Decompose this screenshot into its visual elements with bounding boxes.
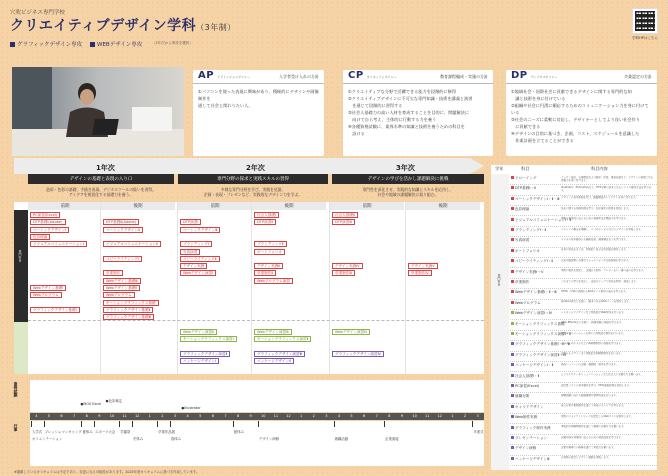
semester-header: 後期	[406, 202, 481, 210]
cal-month: 7	[73, 414, 76, 418]
cal-month: 7	[224, 414, 227, 418]
subject-name: グラフィックデザイン基礎Ⅰ・Ⅱ・Ⅲ	[511, 342, 559, 347]
subject-desc: ビジネスマナーやコミュニケーションなど社会人に必要な力を養います。	[561, 373, 644, 377]
bullet-icon	[511, 301, 514, 304]
bullet-icon	[511, 186, 514, 189]
subject-box: ベーシックデザインⅢ	[180, 227, 220, 233]
cal-event: 入学式	[32, 430, 43, 434]
cal-tick	[44, 421, 45, 427]
bullet-icon	[511, 280, 514, 283]
semester-header: 前期	[330, 202, 405, 210]
subject-desc: 実際のクライアントワークを想定したWebサイトを制作します。	[561, 414, 634, 418]
bullet-icon	[511, 197, 514, 200]
subject-desc: デッサン技術、立体構成および描写、作図、視覚伝達など、デザインの基礎となる表現力を身に付けます。	[561, 175, 654, 182]
cal-month: 6	[363, 414, 366, 418]
subject-desc: 情報を視覚的に伝えるための表現手法や構成力を学びます。	[561, 217, 629, 221]
subject-name: 色彩理論	[511, 207, 559, 212]
cal-month: 3	[173, 414, 177, 418]
semester-divider	[405, 202, 406, 374]
cal-month: 8	[85, 414, 88, 418]
cal-tick	[157, 421, 158, 427]
title-main: クリエイティブデザイン学科	[10, 18, 197, 34]
phase-desc-3: 専門性を深化させ、実践的な知識とスキルを応用し、 社会や地域の課題解決に取り組む。	[362, 187, 454, 197]
subject-row	[491, 269, 657, 279]
subject-row	[491, 310, 657, 320]
page-title	[10, 15, 236, 35]
subject-box: デザイン実務Ⅱ	[254, 263, 283, 269]
cal-month: 1	[299, 414, 303, 418]
cal-event: フレッシュマンキャンプ	[44, 430, 82, 434]
square-icon	[10, 42, 15, 47]
phase-desc-2: 多様な専門分野を学び、実践を見据、 企画・表現・プレゼンなど、実践的なデザイン力を学ぶ。	[203, 187, 303, 197]
subject-row	[491, 237, 657, 247]
subject-name: ブランディングⅠ・Ⅱ	[511, 228, 559, 233]
subject-box: 卒業制作Ⅱ	[254, 270, 276, 276]
subject-row	[491, 175, 657, 185]
subject-name: ビジュアルコミュニケーションⅠ・Ⅱ	[511, 218, 559, 223]
bullet-icon	[511, 311, 514, 314]
subject-box: 卒業制作Ⅲ	[332, 270, 355, 276]
grid-separator	[28, 320, 484, 321]
bullet-icon	[511, 249, 514, 252]
policy-dp: DP ディプロマポリシー 卒業認定の方針 ①地域社会・国際社会に貢献できるデザインに関する専門的な知 識と技術を身に付けている ②組織や社会に円滑に順応するためのコミュニケーション力を身に付けている ③社会のニーズに柔軟に対応し、デザイナーとしてより良い社会作り に貢献できる ④デザインの目的に基づき、企画、コスト、スケジュールを意識した 作業計画を立てることができる	[506, 70, 657, 156]
subject-name: Webデザイン基礎Ⅰ・Ⅱ・Ⅲ	[511, 290, 559, 295]
semester-header: 後期	[101, 202, 176, 210]
year-1: 1年次	[96, 164, 115, 172]
subject-box: ビジュアルコミュニケーションⅠ	[30, 241, 87, 247]
subject-table	[491, 165, 657, 470]
subject-box: パッケージデザインⅡ	[254, 358, 294, 364]
subject-box: Webデザイン基礎Ⅱ	[103, 285, 140, 291]
subject-name: DTP基礎Ⅰ・Ⅱ	[511, 186, 559, 191]
subject-box: デザイン実務	[180, 263, 207, 269]
subject-box: グラフィックデザイン基礎Ⅲ	[103, 314, 154, 320]
subject-name: Webプログラム	[511, 301, 559, 306]
subject-box: グラフィックデザイン演習Ⅲ	[254, 351, 305, 357]
subject-box: Webデザイン演習Ⅰ	[180, 270, 216, 276]
subject-box: ベーシックデザインⅠ	[30, 227, 69, 233]
bullet-icon	[511, 259, 514, 262]
subject-box: パッケージデザインⅠ	[180, 358, 219, 364]
bullet-icon	[511, 218, 514, 221]
subject-name: ポートフォリオ	[511, 249, 559, 254]
subject-desc: 表計算ソフトの基本操作を学び、MOS資格取得を目指します。	[561, 383, 632, 387]
bullet-icon	[511, 270, 514, 273]
subject-desc: HTML・CSSの基礎からWebサイト制作の流れを学びます。	[561, 289, 628, 293]
subject-row	[491, 279, 657, 289]
cal-month: 10	[109, 414, 115, 418]
bullet-icon	[511, 405, 514, 408]
cal-month: 4	[337, 414, 341, 418]
subject-box: 卒業制作Ⅳ	[408, 270, 432, 276]
subject-box: Webプログラム	[30, 292, 62, 298]
bullet-icon	[511, 228, 514, 231]
subject-desc: 色彩に関する基礎知識を学び、色彩検定の取得を目指します。	[561, 206, 631, 210]
semester-divider	[100, 202, 101, 374]
cal-month: 6	[211, 414, 214, 418]
subject-box: グラフィックデザイン基礎Ⅱ	[103, 307, 153, 313]
semester-divider	[329, 202, 330, 374]
policy-cp: CP カリキュラムポリシー 教育課程編成・実施の方針 ①クリエイティブな分野で活躍できる能力を段階的に修得 ②クリエイティブデザインに不可欠な専門知識・技術を講義と演習 を通じて段階的に習得する ③社会人基礎力の高い人材を育成することを目的に、問題解決に 向けて自ら考え、主体的に行動する力を養う ④各種資格試験に、業界水準の知識と技術を養うための科目を 設ける	[343, 70, 493, 156]
curriculum-grid	[14, 202, 484, 374]
year-2: 2年次	[246, 164, 265, 172]
bullet-icon	[511, 342, 514, 345]
policy-ap: AP アドミッションポリシー 入学者受け入れの方針 ①パソコンを使った表現に興味があり、積極的にデザインや画像制作を 通して社会と関わりたい人。	[193, 70, 324, 156]
cal-month: 5	[47, 414, 51, 418]
subject-box: Webデザイン演習Ⅲ	[254, 329, 292, 335]
cal-month: 2	[161, 414, 164, 418]
cal-month: 12	[437, 414, 443, 418]
subject-row	[491, 404, 657, 414]
cal-exam: ●色彩検定	[105, 399, 123, 403]
phase-3: デザインの学びを活かし課題解決に挑戦	[332, 174, 484, 184]
subject-name: グラフィック制作実務	[511, 426, 559, 431]
cal-event: 学園祭	[120, 430, 131, 434]
cal-event: 卒業作品展	[158, 430, 176, 434]
cal-tick	[258, 421, 259, 427]
subject-name: 卒業制作	[511, 280, 559, 285]
subject-desc: 自己分析や業界研究を通じて将来のキャリアを考えます。	[561, 404, 626, 408]
subject-row	[491, 352, 657, 362]
subject-row	[491, 206, 657, 216]
bullet-icon	[511, 436, 514, 439]
subject-box: グラフィックデザイン演習Ⅱ	[180, 351, 230, 357]
semester-divider	[177, 202, 178, 374]
cal-month: 9	[400, 414, 404, 418]
cal-tick	[472, 421, 473, 427]
subject-name: ドローイング	[511, 176, 559, 181]
subject-desc: これまでの学びを活かし、自由なテーマで作品を制作・発表します。	[561, 279, 639, 283]
cal-month: 3	[325, 414, 328, 418]
subject-box: DTP基礎Ⅱ(Adobe)	[103, 219, 139, 225]
subject-row	[491, 289, 657, 299]
subject-row	[491, 341, 657, 351]
subject-row	[491, 435, 657, 445]
cal-month: 8	[388, 414, 391, 418]
cal-event: 春休み	[170, 437, 181, 441]
course-graphic: グラフィックデザイン専攻	[10, 40, 82, 48]
square-icon	[90, 42, 95, 47]
subject-desc: After Effectsなどを使い、映像表現の基礎を学びます。	[561, 321, 624, 325]
school-name: 穴吹ビジネス専門学校	[10, 10, 65, 16]
subject-row	[491, 445, 657, 455]
student-photo	[12, 67, 184, 156]
subject-box: 卒業制作	[103, 270, 123, 276]
cal-label-events: 行事	[14, 424, 19, 432]
subject-box: コピーライティングⅡ	[180, 256, 220, 262]
subject-row	[491, 373, 657, 383]
bullet-icon	[511, 238, 514, 241]
subject-desc: デザインの基本原則を学び、画面構成やレイアウトを身に付けます。	[561, 196, 638, 200]
subject-name: パッケージデザインⅠ・Ⅱ	[511, 363, 559, 368]
bullet-icon	[511, 394, 514, 397]
cal-event: オリエンテーション	[32, 437, 63, 441]
bullet-icon	[511, 353, 514, 356]
cal-month: 10	[261, 414, 266, 418]
subject-row	[491, 227, 657, 237]
subject-box: 色彩理論	[30, 234, 50, 240]
cal-exam-band	[30, 380, 484, 412]
subject-box: PC演習(Excel)	[30, 212, 60, 218]
subject-row	[491, 248, 657, 258]
subject-box: モーショングラフィックス演習Ⅰ	[180, 336, 237, 342]
bullet-icon	[511, 426, 514, 429]
subject-name: コピーライティングⅠ・Ⅱ	[511, 259, 559, 264]
cal-month: 11	[424, 414, 430, 418]
subject-row	[491, 425, 657, 435]
phase-desc-1: 造形・色彩の基礎、手描き表現、デジタルツールの扱いを習得。 アイデアを視覚化する基礎力を養う。	[46, 187, 156, 197]
subject-box: DTP演習Ⅱ	[254, 219, 276, 225]
course-note: （2年次から専攻を選択）	[152, 41, 193, 45]
cal-month: 5	[199, 414, 202, 418]
subject-name: グラフィックデザイン演習Ⅱ〜Ⅳ	[511, 353, 559, 358]
year-3: 3年次	[396, 164, 415, 172]
subject-desc: 企業や現場での研修を通じて実践力を養います。	[561, 445, 616, 449]
cal-label-exams: 資格試験	[14, 382, 19, 398]
subject-box: Webプログラム	[103, 292, 135, 298]
cal-tick	[233, 421, 234, 427]
subject-box: DTP演習Ⅰ	[180, 219, 201, 225]
subject-box: 社会人基礎Ⅰ	[254, 212, 279, 218]
subject-table-header: 学年 科目 科目内容	[495, 166, 608, 171]
subject-table-side: 専門科目	[491, 174, 509, 470]
cal-event: 夏休み	[82, 430, 93, 434]
bullet-icon	[511, 384, 514, 387]
subject-box: ベーシックデザインⅡ	[103, 227, 143, 233]
subject-row	[491, 300, 657, 310]
bullet-icon	[511, 176, 514, 179]
subject-box: モーショングラフィックス演習Ⅱ	[254, 336, 311, 342]
phase-bar	[14, 174, 484, 184]
subject-row	[491, 331, 657, 341]
cal-month: 6	[60, 414, 63, 418]
cal-month: 9	[98, 414, 101, 418]
bullet-icon	[511, 322, 514, 325]
footnote: ※掲載しているカリキュラムは予定であり、変更になる可能性があります。2025年度カリキュラムに基づき作成しています。	[14, 470, 200, 474]
cal-event: 就職活動	[334, 437, 349, 441]
cal-month: 11	[273, 414, 279, 418]
subject-box: DTP基礎Ⅰ(Adobe)	[30, 219, 66, 225]
bullet-icon	[511, 415, 514, 418]
subject-box: Webデザイン演習Ⅱ	[180, 329, 217, 335]
subject-box: ポートフォリオ	[254, 249, 285, 255]
cal-event: 夏休み	[233, 430, 244, 434]
subject-row	[491, 456, 657, 466]
subject-box: Webプログラム演習	[254, 278, 293, 284]
cal-tick	[170, 421, 171, 427]
phase-1: デザインの基礎と表現の入り口	[28, 174, 174, 184]
subject-desc: 商品パッケージの企画・展開図・制作を学びます。	[561, 362, 619, 366]
cal-month-bar	[30, 413, 484, 420]
cal-month: 12	[134, 414, 140, 418]
semester-divider	[251, 202, 252, 374]
subject-row	[491, 185, 657, 195]
subject-desc: 就職活動に向けた面接練習や書類作成を行います。	[561, 393, 619, 397]
subject-desc: カメラの基本操作から撮影技術、画像補正までを学びます。	[561, 237, 629, 241]
subject-desc: ポスターやチラシなどの印刷物制作の基礎を学びます。	[561, 341, 624, 345]
bullet-icon	[511, 290, 514, 293]
cal-tick	[132, 421, 133, 427]
cal-month: 3	[476, 414, 479, 418]
cal-month: 2	[463, 414, 467, 418]
subject-row	[491, 258, 657, 268]
subject-box: Webデザイン演習Ⅳ	[332, 329, 370, 335]
subject-desc: 企画からデザインまで実践的な印刷物制作を行います。	[561, 352, 624, 356]
subject-desc: ブランドの概念を理解し、ロゴやシンボルなどのデザインを実践します。	[561, 227, 644, 231]
subject-box: ブランディングⅠ	[180, 241, 212, 247]
subject-box: ビジュアルコミュニケーションⅡ	[103, 241, 161, 247]
subject-box: デザイン実務Ⅴ	[408, 263, 438, 269]
subject-name: キャリアデザイン	[511, 405, 559, 410]
cal-month: 11	[122, 414, 127, 418]
cal-month: 9	[249, 414, 252, 418]
subject-name: Web制作実務	[511, 415, 559, 420]
subject-name: 写真演習	[511, 238, 559, 243]
subject-box: 写真演習	[180, 249, 200, 255]
cal-month: 1	[451, 414, 454, 418]
cal-month: 4	[186, 414, 189, 418]
semester-header: 前期	[178, 202, 253, 210]
cal-tick	[334, 421, 335, 427]
subject-row	[491, 414, 657, 424]
subject-box: コピーライティングⅠ	[103, 256, 142, 262]
subject-desc: 広告や販促物に必要なキャッチコピーや文章表現を学びます。	[561, 258, 631, 262]
phase-2: 専門分野の探求と実践スキルの習得	[178, 174, 328, 184]
subject-desc: レスポンシブデザインなど実践的なWeb制作を行います。	[561, 310, 626, 314]
subject-desc: 実際の案件を想定し、企画から制作・プレゼンまで一連の流れを学びます。	[561, 269, 646, 273]
cal-tick	[384, 421, 385, 427]
subject-name: 社会人基礎Ⅰ・Ⅱ	[511, 374, 559, 379]
grid-sidebar: 専門科目	[14, 210, 28, 374]
subject-name: モーショングラフィックス演習Ⅰ・Ⅱ	[511, 332, 559, 337]
cal-month: 12	[286, 414, 291, 418]
bullet-icon	[511, 457, 514, 460]
cal-month: 5	[350, 414, 353, 418]
subject-desc: 自身の作品をまとめ、効果的に見せる作品集を制作します。	[561, 248, 629, 252]
subject-box: モーショングラフィックス基礎	[103, 300, 159, 306]
subject-row	[491, 393, 657, 403]
cal-exam: ●MOS Excel	[80, 402, 102, 406]
subject-name: パッケージデザインⅢ	[511, 457, 559, 462]
subject-row	[491, 383, 657, 393]
qr-label: 学科HPはこちら	[632, 36, 658, 40]
bullet-icon	[511, 207, 514, 210]
annual-calendar	[14, 380, 484, 470]
bullet-icon	[511, 374, 514, 377]
subject-desc: JavaScriptなどを使い、動きのあるWebページを制作します。	[561, 300, 632, 304]
subject-name: プレゼンテーション	[511, 436, 559, 441]
cal-month: 4	[35, 414, 38, 418]
cal-event: 卒業式	[473, 430, 484, 434]
subject-desc: 企画内容を効果的に伝えるための発表技術を学びます。	[561, 435, 624, 439]
subject-row	[491, 217, 657, 227]
subject-name: ベーシックデザインⅠ・Ⅱ・Ⅲ	[511, 197, 559, 202]
subject-desc: 実践的な印刷物制作を通じて現場で必要な力を養います。	[561, 425, 626, 429]
subject-desc: Illustrator、Photoshopなど、DTP分野の基本となるソフトの操作方法を学びます。	[561, 185, 652, 193]
subject-name: Webデザイン演習Ⅰ〜Ⅳ	[511, 311, 559, 316]
cal-month: 8	[236, 414, 240, 418]
cal-month: 2	[312, 414, 315, 418]
semester-header: 後期	[252, 202, 327, 210]
cal-month: 7	[375, 414, 378, 418]
cal-month: 1	[148, 414, 151, 418]
subject-name: PC演習(Excel)	[511, 384, 559, 389]
subject-desc: 立体物の設計とデザイン展開を実践します。	[561, 456, 611, 460]
cal-exam: ●Illustrator	[181, 406, 201, 410]
bullet-icon	[511, 446, 514, 449]
cal-event: デザイン研修	[259, 437, 280, 441]
course-web: WEBデザイン専攻	[90, 40, 142, 48]
semester-header: 前期	[28, 202, 103, 210]
cal-event: 企業面接	[385, 437, 399, 441]
cal-event: 冬休み	[132, 437, 144, 441]
bullet-icon	[511, 363, 514, 366]
subject-box: 社会人基礎Ⅱ	[332, 212, 358, 218]
cal-tick	[119, 421, 120, 427]
subject-row	[491, 196, 657, 206]
subject-row	[491, 321, 657, 331]
subject-row	[491, 362, 657, 372]
subject-box: ブランディングⅡ	[254, 241, 287, 247]
subject-box: グラフィックデザイン基礎Ⅰ	[30, 307, 80, 313]
subject-box: デザイン実務Ⅳ	[332, 263, 363, 269]
cal-event: スポーツ大会	[95, 430, 116, 434]
subject-box: Webデザイン基礎Ⅲ	[103, 278, 141, 284]
cal-tick	[94, 421, 95, 427]
subject-name: デザイン研修	[511, 446, 559, 451]
cal-tick	[81, 421, 82, 427]
subject-box: グラフィックデザイン演習Ⅳ	[332, 351, 384, 357]
subject-box: Webデザイン基礎Ⅰ	[30, 285, 66, 291]
subject-name: 就職対策	[511, 394, 559, 399]
title-sub: （3年制）	[196, 23, 236, 32]
cal-month: 10	[412, 414, 417, 418]
cal-tick	[31, 421, 32, 427]
subject-box: DTP演習Ⅲ	[332, 219, 355, 225]
grid-sidebar-course	[14, 322, 28, 374]
subject-name: デザイン実務Ⅰ〜Ⅴ	[511, 270, 559, 275]
bullet-icon	[511, 332, 514, 335]
subject-name: モーショングラフィックス基礎	[511, 322, 559, 327]
qr-code[interactable]	[632, 8, 658, 34]
subject-desc: 映像やアニメーションを用いた実践的な制作を行います。	[561, 331, 626, 335]
cal-event-band	[30, 421, 484, 466]
